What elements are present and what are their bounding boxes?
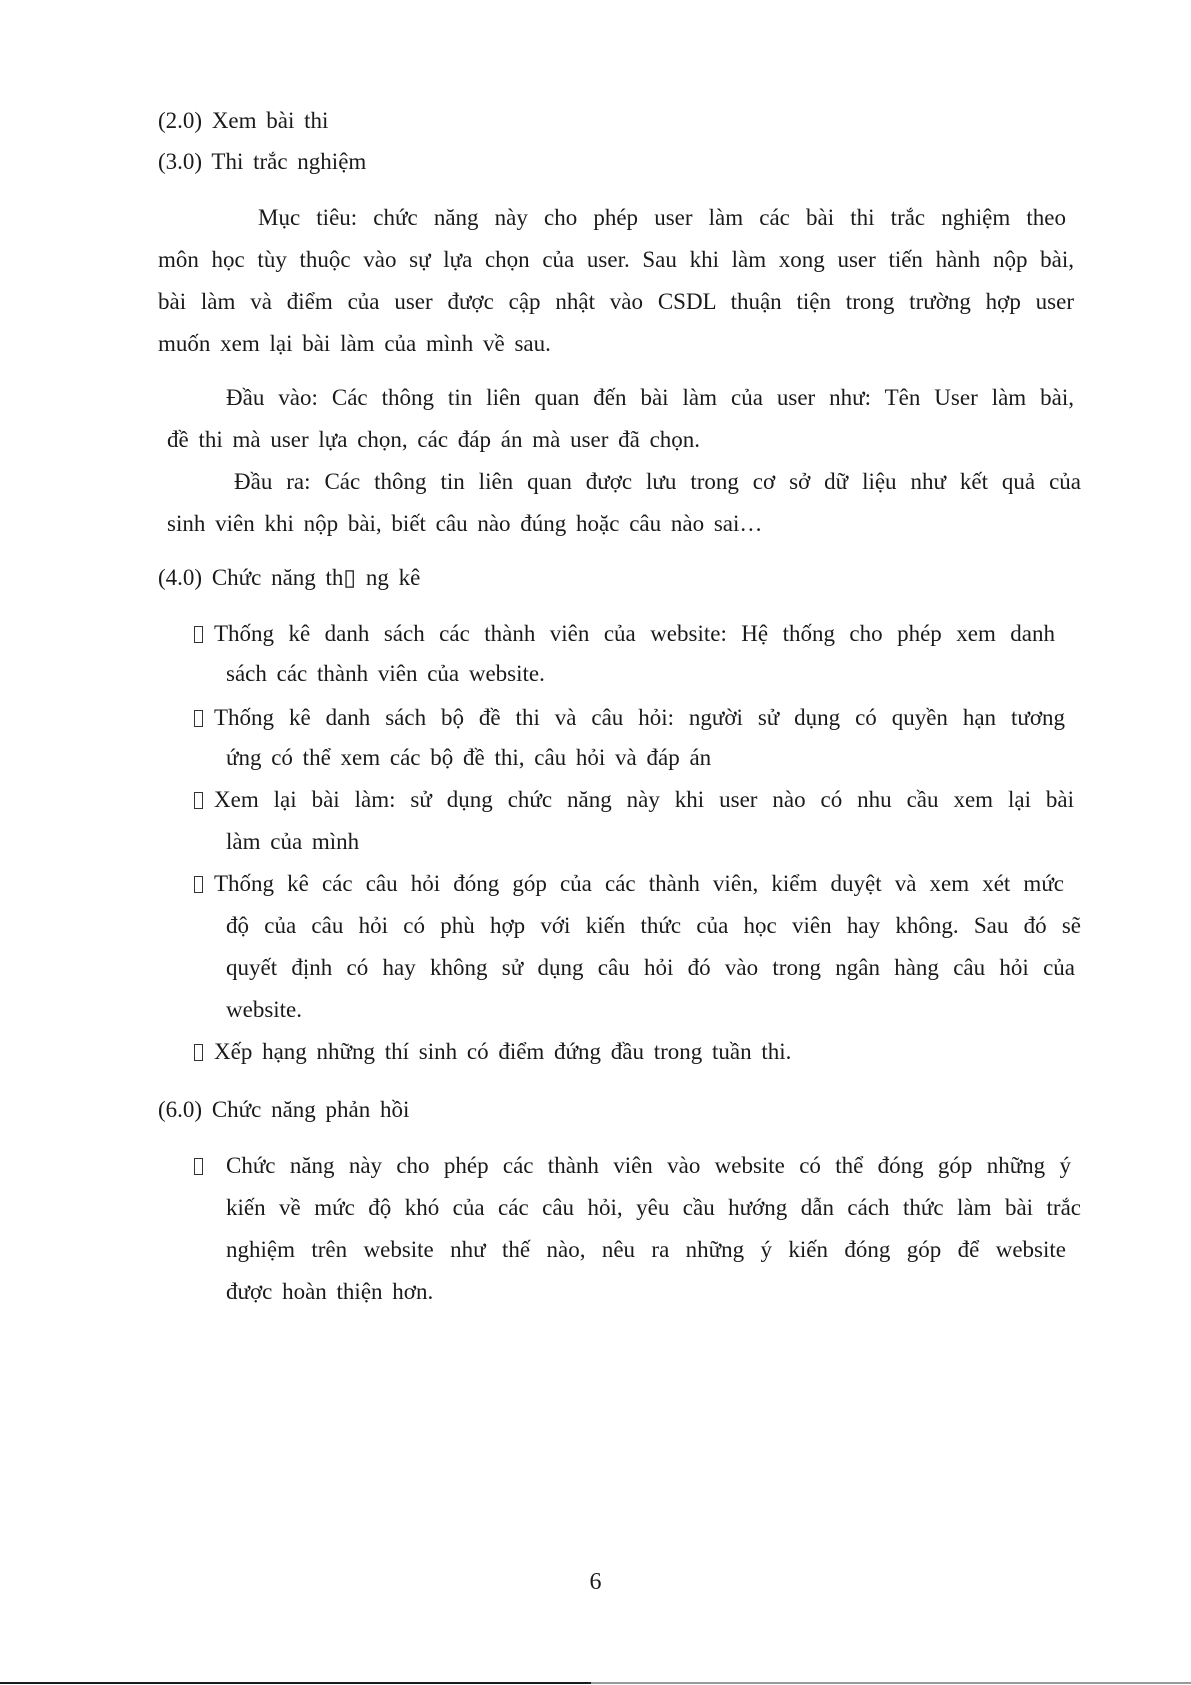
dau-ra-line-1: Đầu ra: Các thông tin liên quan được lưu trong cơ sở dữ liệu như kết quả của xyxy=(234,469,1081,494)
bullet-icon xyxy=(194,626,203,643)
list-item-line: ứng có thể xem các bộ đề thi, câu hỏi và đáp án xyxy=(226,745,712,770)
heading-6-0: (6.0) Chức năng phản hồi xyxy=(158,1097,410,1122)
muc-tieu-line-2: môn học tùy thuộc vào sự lựa chọn của user. Sau khi làm xong user tiến hành nộp bài, xyxy=(158,247,1074,272)
list-item-line: website. xyxy=(226,997,303,1022)
muc-tieu-line-4: muốn xem lại bài làm của mình về sau. xyxy=(158,331,551,356)
phan-hoi-line-2: kiến về mức độ khó của các câu hỏi, yêu cầu hướng dẫn cách thức làm bài trắc xyxy=(226,1195,1081,1220)
dau-vao-line-2: đề thi mà user lựa chọn, các đáp án mà user đã chọn. xyxy=(167,427,701,452)
list-item-line: quyết định có hay không sử dụng câu hỏi đó vào trong ngân hàng câu hỏi của xyxy=(226,955,1075,980)
page-number: 6 xyxy=(589,1569,602,1595)
heading-3-0: (3.0) Thi trắc nghiệm xyxy=(158,149,367,174)
list-item-line: Thống kê danh sách bộ đề thi và câu hỏi: người sử dụng có quyền hạn tương xyxy=(214,705,1065,730)
phan-hoi-line-1: Chức năng này cho phép các thành viên vào website có thể đóng góp những ý xyxy=(226,1153,1071,1178)
phan-hoi-line-3: nghiệm trên website như thế nào, nêu ra những ý kiến đóng góp để website xyxy=(226,1237,1066,1262)
footer-rule xyxy=(0,1682,1191,1684)
muc-tieu-line-3: bài làm và điểm của user được cập nhật vào CSDL thuận tiện trong trường hợp user xyxy=(158,289,1074,314)
dau-vao-line-1: Đầu vào: Các thông tin liên quan đến bài làm của user như: Tên User làm bài, xyxy=(226,385,1074,410)
bullet-icon xyxy=(194,792,203,809)
phan-hoi-line-4: được hoàn thiện hơn. xyxy=(226,1279,434,1304)
list-item-line: sách các thành viên của website. xyxy=(226,661,545,686)
list-item-line: Thống kê danh sách các thành viên của website: Hệ thống cho phép xem danh xyxy=(214,621,1055,646)
list-item-line: Xếp hạng những thí sinh có điểm đứng đầu trong tuần thi. xyxy=(214,1039,792,1064)
heading-2-0: (2.0) Xem bài thi xyxy=(158,108,329,133)
list-item-line: Xem lại bài làm: sử dụng chức năng này khi user nào có nhu cầu xem lại bài xyxy=(214,787,1074,812)
list-item-line: độ của câu hỏi có phù hợp với kiến thức của học viên hay không. Sau đó sẽ xyxy=(226,913,1081,938)
bullet-icon xyxy=(194,1158,203,1175)
list-item-line: làm của mình xyxy=(226,829,360,854)
bullet-icon xyxy=(194,710,203,727)
dau-ra-line-2: sinh viên khi nộp bài, biết câu nào đúng hoặc câu nào sai… xyxy=(167,511,763,536)
list-item-line: Thống kê các câu hỏi đóng góp của các thành viên, kiểm duyệt và xem xét mức xyxy=(214,871,1064,896)
bullet-icon xyxy=(194,1044,203,1061)
bullet-icon xyxy=(194,876,203,893)
heading-4-0: (4.0) Chức năng th▯ ng kê xyxy=(158,565,421,590)
muc-tieu-line-1: Mục tiêu: chức năng này cho phép user làm các bài thi trắc nghiệm theo xyxy=(258,205,1066,230)
